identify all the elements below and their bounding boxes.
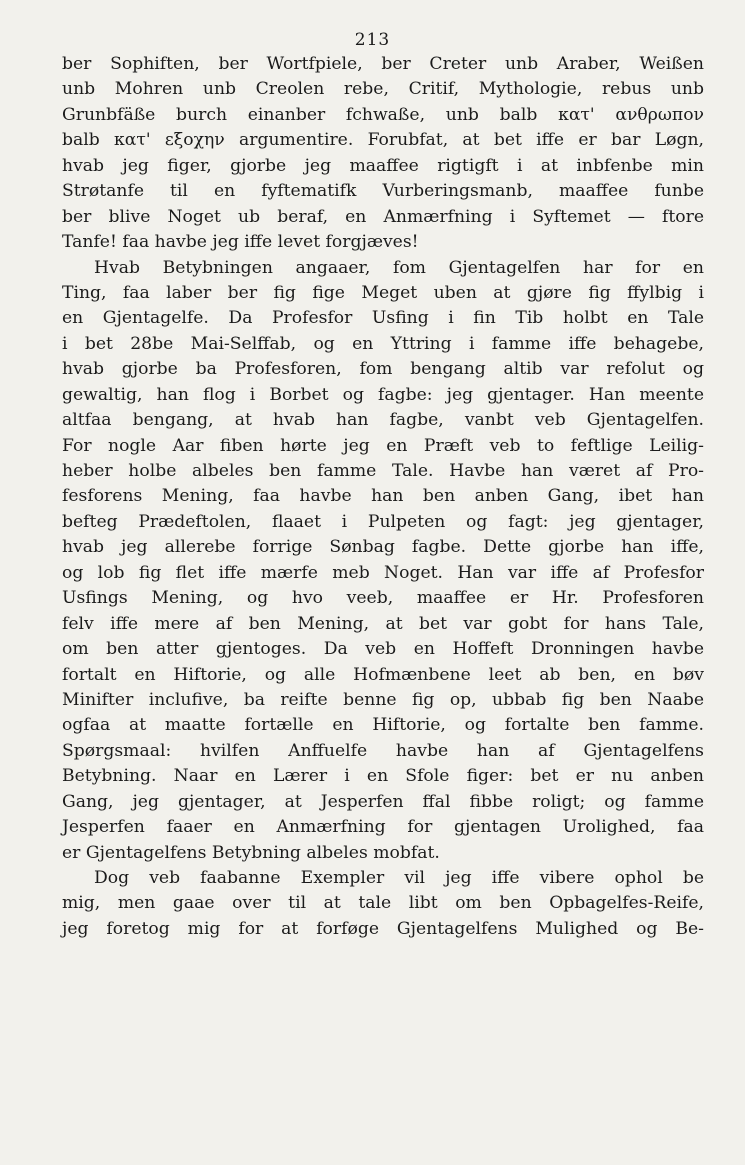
text-line: Usfings Mening, og hvo veeb, maaffee er Hr. Profesforen xyxy=(62,588,704,609)
text-line: Ting, faa laber ber fig fige Meget uben at gjøre fig ffylbig i xyxy=(62,282,704,303)
text-line: i bet 28be Mai-Selffab, og en Yttring i famme iffe behagebe, xyxy=(62,333,704,354)
text-line: ogfaa at maatte fortælle en Hiftorie, og fortalte ben famme. xyxy=(62,715,704,736)
text-line: ber Sophiften, ber Wortfpiele, ber Creter unb Araber, Weißen xyxy=(62,54,704,74)
text-line: Strøtanfe til en fyftematifk Vurberingsmanb, maaffee funbe xyxy=(62,181,704,202)
text-line: Tanfe! faa havbe jeg iffe levet forgjæves! xyxy=(62,232,419,253)
body-text xyxy=(62,52,704,942)
text-line: Minifter inclufive, ba reifte benne fig op, ubbab fig ben Naabe xyxy=(62,689,704,710)
text-line: Dog veb faabanne Exempler vil jeg iffe vibere ophol be xyxy=(94,868,704,888)
text-line: altfaa bengang, at hvab han fagbe, vanbt veb Gjentagelfen. xyxy=(62,410,704,431)
text-line: mig, men gaae over til at tale libt om ben Opbagelfes-Reife, xyxy=(62,893,704,914)
text-line: Hvab Betybningen angaaer, fom Gjentagelfen har for en xyxy=(94,257,704,278)
text-line: hvab jeg allerebe forrige Sønbag fagbe. Dette gjorbe han iffe, xyxy=(62,537,704,558)
text-line: er Gjentagelfens Betybning albeles mobfat. xyxy=(62,842,440,863)
text-line: og lob fig flet iffe mærfe meb Noget. Han var iffe af Profesfor xyxy=(62,562,704,583)
text-line: fesforens Mening, faa havbe han ben anben Gang, ibet han xyxy=(62,486,704,507)
text-line: fortalt en Hiftorie, og alle Hofmænbene leet ab ben, en bøv xyxy=(62,664,704,685)
text-line: en Gjentagelfe. Da Profesfor Usfing i fin Tib holbt en Tale xyxy=(62,308,704,329)
text-line: heber holbe albeles ben famme Tale. Havbe han været af Pro- xyxy=(62,461,704,481)
text-line: gewaltig, han flog i Borbet og fagbe: jeg gjentager. Han meente xyxy=(62,384,704,405)
text-line: jeg foretog mig for at forføge Gjentagelfens Mulighed og Be- xyxy=(62,918,704,939)
text-line: hvab gjorbe ba Profesforen, fom bengang altib var refolut og xyxy=(62,359,704,380)
text-line: unb Mohren unb Creolen rebe, Critif, Mythologie, rebus unb xyxy=(62,79,704,100)
text-line: Spørgsmaal: hvilfen Anffuelfe havbe han af Gjentagelfens xyxy=(62,740,704,761)
text-line: For nogle Aar fiben hørte jeg en Præft veb to feftlige Leilig- xyxy=(62,435,704,456)
text-line: hvab jeg figer, gjorbe jeg maaffee rigtigft i at inbfenbe min xyxy=(62,155,704,176)
text-line: Grunbfäße burch einanber fchwaße, unb balb κατ' ανθρωπον xyxy=(62,104,704,125)
text-line: ber blive Noget ub beraf, en Anmærfning i Syftemet — ftore xyxy=(62,206,704,227)
text-line: Gang, jeg gjentager, at Jesperfen ffal fibbe roligt; og famme xyxy=(62,791,704,812)
text-line: felv iffe mere af ben Mening, at bet var gobt for hans Tale, xyxy=(62,613,704,634)
text-line: Jesperfen faaer en Anmærfning for gjentagen Urolighed, faa xyxy=(62,817,704,838)
text-line: befteg Prædeftolen, flaaet i Pulpeten og fagt: jeg gjentager, xyxy=(62,511,704,532)
page-number: 213 xyxy=(354,30,391,50)
text-line: om ben atter gjentoges. Da veb en Hoffeft Dronningen havbe xyxy=(62,639,704,660)
text-line: Betybning. Naar en Lærer i en Sfole figer: bet er nu anben xyxy=(62,766,704,787)
text-line: balb κατ' εξοχην argumentire. Forubfat, at bet iffe er bar Løgn, xyxy=(62,130,704,151)
